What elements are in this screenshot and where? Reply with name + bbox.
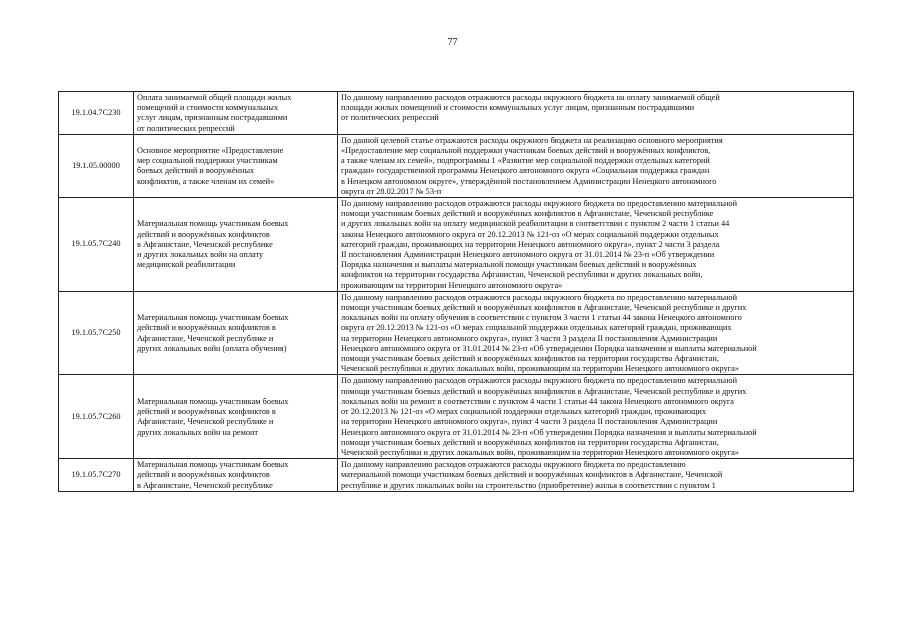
budget-classification-table [58, 91, 854, 492]
description-line: помощи участникам боевых действий и вооружённых конфликтов в Афганистане, Чеченской республике и других [341, 386, 747, 396]
description-line: от 20.12.2013 № 121-оз «О мерах социальной поддержки отдельных категорий граждан, проживающих [341, 407, 707, 417]
table-row [59, 459, 854, 492]
description-line: Чеченской республики и других локальных войн, проживающим на территории Ненецкого автономного округа» [341, 447, 739, 457]
cell-name [134, 134, 338, 197]
name-line: услуг лицам, признанным пострадавшими [137, 113, 288, 123]
cell-description [338, 291, 854, 375]
name-line: помещений и стоимости коммунальных [137, 103, 279, 113]
description-line: граждан» государственной программы Ненецкого автономного округа «Социальная поддержка граждан [341, 166, 710, 176]
name-line: от политических репрессий [137, 123, 235, 133]
cell-name [134, 375, 338, 459]
cell-code: 19.1.05.7С270 [59, 459, 134, 492]
cell-description [338, 134, 854, 197]
description-line: проживающим на территории Ненецкого автономного округа» [341, 280, 563, 290]
name-line: действий и вооружённых конфликтов в [137, 323, 276, 333]
description-line: площади жилых помещений и стоимости коммунальных услуг лицам, признанным пострадавшими [341, 103, 695, 113]
name-line: других локальных войн (оплата обучения) [137, 343, 287, 353]
description-line: округа от 20.12.2013 № 121-оз «О мерах социальной поддержки отдельных категорий граждан, проживающих [341, 323, 732, 333]
name-line: в Афганистане, Чеченской республике [137, 480, 273, 490]
description-line: республике и других локальных войн на строительство (приобретение) жилья в соответствии с пунктом 1 [341, 480, 716, 490]
description-line: и других локальных войн на оплату медицинской реабилитации в соответствии с пунктом 2 части 1 статьи 44 [341, 219, 730, 229]
name-line: действий и вооружённых конфликтов в [137, 407, 276, 417]
name-line: Материальная помощь участникам боевых [137, 219, 289, 229]
description-line: «Предоставление мер социальной поддержки участникам боевых действий и вооружённых конфликтов, [341, 146, 711, 156]
description-line: Чеченской республики и других локальных войн, проживающим на территории Ненецкого автономного округа» [341, 364, 739, 374]
description-line: в Ненецком автономном округе», утверждённой постановлением Администрации Ненецкого автономного [341, 176, 717, 186]
name-line: действий и вооружённых конфликтов [137, 470, 270, 480]
table-row [59, 291, 854, 375]
description-line: материальной помощи участникам боевых действий и вооружённых конфликтов в Афганистане, Чеченской [341, 470, 723, 480]
description-line: II постановления Администрации Ненецкого автономного округа от 31.01.2014 № 23-п «Об утверждении [341, 250, 715, 260]
description-line: конфликтов на территории государства Афганистан, Чеченской республики и других локальных войн, [341, 270, 703, 280]
description-line: а также членам их семей», подпрограммы 1 «Развитие мер социальной поддержки отдельных категорий [341, 156, 710, 166]
cell-code: 19.1.05.7С260 [59, 375, 134, 459]
description-line: Порядка назначения и выплаты материальной помощи участникам боевых действий и вооружённых [341, 260, 697, 270]
name-line: Афганистане, Чеченской республике и [137, 417, 274, 427]
page-number: 77 [447, 37, 458, 48]
description-line: По данному направлению расходов отражаются расходы окружного бюджета по предоставлению материальной [341, 376, 738, 386]
name-line: Материальная помощь участникам боевых [137, 460, 289, 470]
description-line: локальных войн на ремонт в соответствии с пунктом 4 части 1 статьи 44 закона Ненецкого автономного округа [341, 396, 734, 406]
description-line: на территории Ненецкого автономного округа», пункт 4 части 3 раздела II постановления Администрации [341, 417, 718, 427]
cell-description [338, 375, 854, 459]
name-line: мер социальной поддержки участникам [137, 156, 278, 166]
table-row [59, 92, 854, 135]
description-line: помощи участникам боевых действий и вооружённых конфликтов на территории государства Афганистан, [341, 354, 719, 364]
name-line: Афганистане, Чеченской республике и [137, 333, 274, 343]
description-line: округа от 28.02.2017 № 53-п [341, 186, 442, 196]
name-line: и других локальных войн на оплату [137, 250, 264, 260]
cell-code: 19.1.05.7С250 [59, 291, 134, 375]
name-line: медицинской реабилитации [137, 260, 236, 270]
name-line: конфликтов, а также членам их семей» [137, 176, 275, 186]
description-line: Ненецкого автономного округа от 31.01.2014 № 23-п «Об утверждении Порядка назначения и выплаты материальной [341, 427, 757, 437]
cell-description [338, 198, 854, 292]
cell-name [134, 92, 338, 135]
name-line: Материальная помощь участникам боевых [137, 313, 289, 323]
cell-name [134, 198, 338, 292]
description-line: закона Ненецкого автономного округа от 20.12.2013 № 121-оз «О мерах социальной поддержки отдельных [341, 229, 719, 239]
description-line: категорий граждан, проживающих на территории Ненецкого автономного округа», пункт 2 части 3 раздела [341, 239, 720, 249]
name-line: Основное мероприятие «Предоставление [137, 146, 284, 156]
cell-name [134, 291, 338, 375]
cell-name [134, 459, 338, 492]
cell-description [338, 92, 854, 135]
table-body [59, 92, 854, 492]
description-line: По данному направлению расходов отражаются расходы окружного бюджета по предоставлению [341, 460, 686, 470]
name-line: в Афганистане, Чеченской республике [137, 239, 273, 249]
cell-description [338, 459, 854, 492]
description-line: помощи участникам боевых действий и вооружённых конфликтов в Афганистане, Чеченской республике и других [341, 303, 747, 313]
table-row [59, 375, 854, 459]
description-line: По данному направлению расходов отражаются расходы окружного бюджета по предоставлению материальной [341, 199, 738, 209]
cell-code: 19.1.05.7С240 [59, 198, 134, 292]
description-line: помощи участникам боевых действий и вооружённых конфликтов на территории государства Афганистан, [341, 437, 719, 447]
name-line: Оплата занимаемой общей площади жилых [137, 93, 292, 102]
name-line: других локальных войн на ремонт [137, 427, 259, 437]
name-line: боевых действий и вооружённых [137, 166, 255, 176]
name-line: действий и вооружённых конфликтов [137, 229, 270, 239]
description-line: помощи участникам боевых действий и вооружённых конфликтов в Афганистане, Чеченской республике [341, 209, 714, 219]
description-line: Ненецкого автономного округа от 31.01.2014 № 23-п «Об утверждении Порядка назначения и выплаты материальной [341, 343, 757, 353]
description-line: на территории Ненецкого автономного округа», пункт 3 части 3 раздела II постановления Администрации [341, 333, 718, 343]
description-line: от политических репрессий [341, 113, 439, 123]
description-line: По данному направлению расходов отражаются расходы окружного бюджета на оплату занимаемой общей [341, 93, 720, 102]
description-line: По данному направлению расходов отражаются расходы окружного бюджета по предоставлению материальной [341, 292, 738, 302]
cell-code: 19.1.05.00000 [59, 134, 134, 197]
description-line: локальных войн на оплату обучения в соответствии с пунктом 3 части 1 статьи 44 закона Ненецкого автономного [341, 313, 742, 323]
description-line: По данной целевой статье отражаются расходы окружного бюджета на реализацию основного мероприятия [341, 135, 723, 145]
cell-code: 19.1.04.7С230 [59, 92, 134, 135]
name-line: Материальная помощь участникам боевых [137, 396, 289, 406]
table-row [59, 198, 854, 292]
table-row [59, 134, 854, 197]
